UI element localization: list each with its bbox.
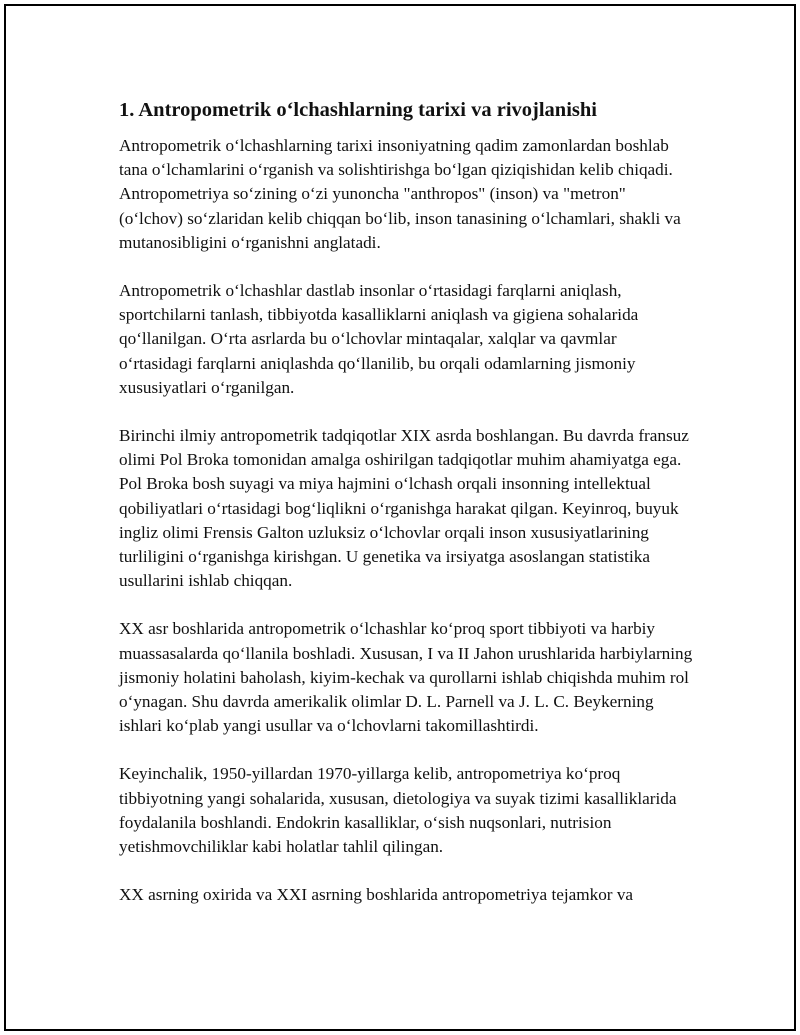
paragraph-4: XX asr boshlarida antropometrik o‘lchashlar ko‘proq sport tibbiyoti va harbiy muassasalarda qo‘llanila boshladi. Xususan, I va II Jahon urushlarida harbiylarning jismoniy holatini baholash, kiyim-kechak va qurollarni ishlab chiqishda muhim rol o‘ynagan. Shu davrda amerikalik olimlar D. L. Parnell va J. L. C. Beykerning ishlari ko‘plab yangi usullar va o‘lchovlarni takomillashtirdi. — [119, 619, 693, 736]
document-page — [4, 4, 796, 1031]
section-heading: 1. Antropometrik o‘lchashlarning tarixi va rivojlanishi — [119, 99, 597, 121]
paragraph-6: XX asrning oxirida va XXI asrning boshlarida antropometriya tejamkor va — [119, 885, 634, 905]
paragraph-3: Birinchi ilmiy antropometrik tadqiqotlar XIX asrda boshlangan. Bu davrda fransuz olimi Pol Broka tomonidan amalga oshirilgan tadqiqotlar muhim ahamiyatga ega. Pol Broka bosh suyagi va miya hajmini o‘lchash orqali insonning intellektual qobiliyatlari o‘rtasidagi bog‘liqlikni o‘rganishga harakat qilgan. Keyinroq, buyuk ingliz olimi Frensis Galton uzluksiz o‘lchovlar orqali inson xususiyatlarining turliligini o‘rganishga kirishgan. U genetika va irsiyatga asoslangan statistika usullarini ishlab chiqqan. — [119, 426, 689, 591]
document-body — [119, 96, 694, 931]
paragraph-2: Antropometrik o‘lchashlar dastlab insonlar o‘rtasidagi farqlarni aniqlash, sportchilarni tanlash, tibbiyotda kasalliklarni aniqlash va gigiena sohalarida qo‘llanilgan. O‘rta asrlarda bu o‘lchovlar mintaqalar, xalqlar va qavmlar o‘rtasidagi farqlarni aniqlashda qo‘llanilib, bu orqali odamlarning jismoniy xususiyatlari o‘rganilgan. — [119, 281, 639, 397]
paragraph-5: Keyinchalik, 1950-yillardan 1970-yillarga kelib, antropometriya ko‘proq tibbiyotning yangi sohalarida, xususan, dietologiya va suyak tizimi kasalliklarida foydalanila boshlandi. Endokrin kasalliklar, oʻsish nuqsonlari, nutrision yetishmovchiliklar kabi holatlar tahlil qilingan. — [119, 764, 677, 857]
paragraph-1: Antropometrik o‘lchashlarning tarixi insoniyatning qadim zamonlardan boshlab tana o‘lchamlarini o‘rganish va solishtirishga bo‘lgan qiziqishidan kelib chiqadi. Antropometriya so‘zining o‘zi yunoncha "anthropos" (inson) va "metron" (o‘lchov) so‘zlaridan kelib chiqqan bo‘lib, inson tanasining o‘lchamlari, shakli va mutanosibligini o‘rganishni anglatadi. — [119, 136, 681, 252]
